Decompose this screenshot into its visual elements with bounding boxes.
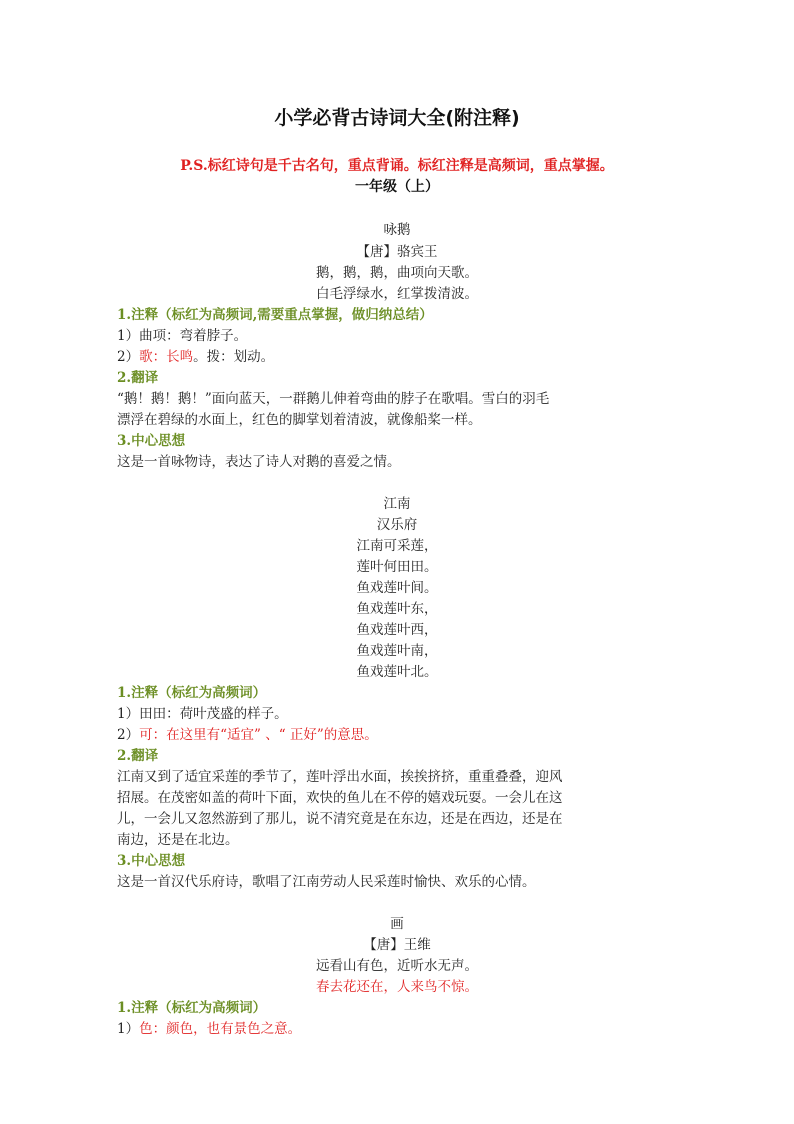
poem1-notes-heading: 1.注释（标红为高频词,需要重点掌握，做归纳总结）	[117, 307, 433, 323]
poem1-note-2-key: 歌：长鸣	[139, 349, 194, 365]
poem1-line-2: 白毛浮绿水，红掌拨清波。	[316, 286, 478, 302]
poem2-notes-heading: 1.注释（标红为高频词）	[117, 685, 267, 701]
poem1-translation-line-1: “鹅！鹅！鹅！”面向蓝天，一群鹅儿伸着弯曲的脖子在歌唱。雪白的羽毛	[117, 391, 550, 407]
poem2-translation-line-1: 江南又到了适宜采莲的季节了，莲叶浮出水面，挨挨挤挤，重重叠叠，迎风	[117, 769, 563, 785]
poem2-note-1: 1）田田：荷叶茂盛的样子。	[117, 706, 288, 722]
poem1-author: 【唐】骆宾王	[356, 244, 438, 260]
grade-heading: 一年级（上）	[355, 179, 439, 195]
poem1-idea-heading: 3.中心思想	[117, 433, 186, 449]
poem2-line-5: 鱼戏莲叶西，	[356, 622, 438, 638]
poem2-line-4: 鱼戏莲叶东，	[356, 601, 438, 617]
poem2-translation-line-2: 招展。在茂密如盖的荷叶下面，欢快的鱼儿在不停的嬉戏玩耍。一会儿在这	[117, 790, 563, 806]
poem3-author: 【唐】王维	[363, 937, 431, 953]
poem1-title: 咏鹅	[383, 222, 411, 238]
poem1-translation-heading: 2.翻译	[117, 370, 159, 386]
poem2-idea-heading: 3.中心思想	[117, 853, 186, 869]
poem1-line-1: 鹅，鹅，鹅，曲项向天歌。	[316, 265, 478, 281]
poem1-note-1: 1）曲项：弯着脖子。	[117, 328, 248, 344]
poem1-translation-line-2: 漂浮在碧绿的水面上，红色的脚掌划着清波，就像船桨一样。	[117, 412, 482, 428]
ps-note: P.S.标红诗句是千古名句，重点背诵。标红注释是高频词，重点掌握。	[180, 158, 614, 174]
poem1-idea: 这是一首咏物诗，表达了诗人对鹅的喜爱之情。	[117, 454, 401, 470]
poem3-title: 画	[390, 916, 404, 932]
poem1-note-2: 2）歌：长鸣。拨：划动。	[117, 349, 275, 365]
poem2-line-2: 莲叶何田田。	[356, 559, 438, 575]
poem2-translation-line-4: 南边，还是在北边。	[117, 832, 239, 848]
poem2-line-1: 江南可采莲，	[356, 538, 438, 554]
poem2-idea: 这是一首汉代乐府诗，歌唱了江南劳动人民采莲时愉快、欢乐的心情。	[117, 874, 536, 890]
poem2-line-3: 鱼戏莲叶间。	[356, 580, 438, 596]
poem2-title: 江南	[383, 496, 411, 512]
poem2-note-2: 2）可：在这里有“适宜” 、“ 正好”的意思。	[117, 727, 378, 743]
poem2-translation-heading: 2.翻译	[117, 748, 159, 764]
document-title: 小学必背古诗词大全(附注释)	[274, 107, 520, 129]
poem2-translation-line-3: 儿，一会儿又忽然游到了那儿，说不清究竟是在东边，还是在西边，还是在	[117, 811, 563, 827]
poem2-note-2-key: 可：在这里有“适宜” 、“ 正好”的意思。	[139, 727, 378, 743]
poem2-line-7: 鱼戏莲叶北。	[356, 664, 438, 680]
poem3-note-1: 1）色：颜色，也有景色之意。	[117, 1021, 302, 1037]
poem2-author: 汉乐府	[376, 517, 418, 533]
poem2-line-6: 鱼戏莲叶南，	[356, 643, 438, 659]
poem3-line-1: 远看山有色，近听水无声。	[316, 958, 478, 974]
poem3-notes-heading: 1.注释（标红为高频词）	[117, 1000, 267, 1016]
poem3-line-2: 春去花还在，人来鸟不惊。	[316, 979, 478, 995]
poem3-note-1-key: 色：颜色，也有景色之意。	[139, 1021, 302, 1037]
